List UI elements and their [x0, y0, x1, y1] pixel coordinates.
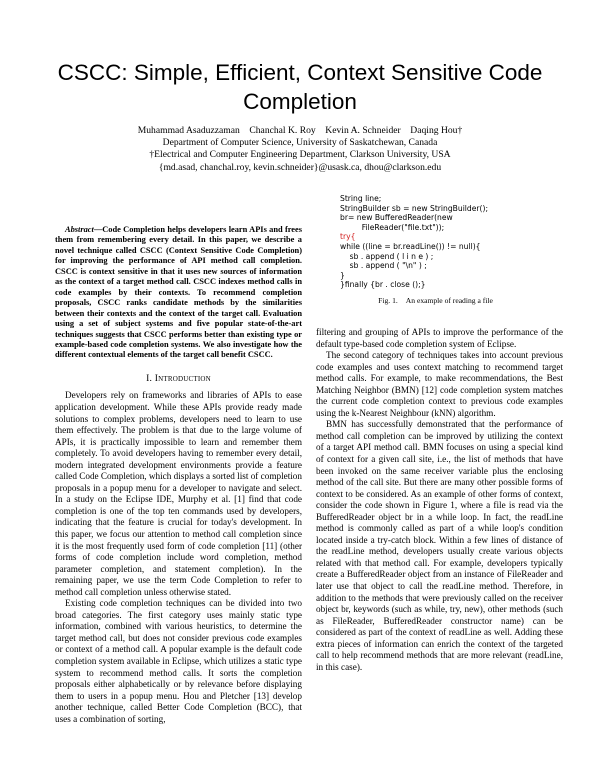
figure-caption	[316, 296, 563, 305]
abstract-lead: Abstract	[65, 225, 94, 234]
right-paragraph-1: filtering and grouping of APIs to improve the performance of the default type-based code completion system of Eclipse.	[316, 327, 563, 349]
abstract	[55, 225, 302, 361]
code-line: StringBuilder sb = new StringBuilder();	[340, 203, 489, 213]
section-numeral: I.	[146, 372, 153, 384]
title-line-1: CSCC: Simple, Efficient, Context Sensitive Code	[57, 60, 543, 85]
intro-paragraph-1: Developers rely on frameworks and libraries of APIs to ease application development. While these APIs provide ready made solutions to complex problems, developers need to learn to use them effectively. The problem is that due to the large volume of APIs, it is practically impossible to learn and remember them completely. To avoid developers having to remember every detail, modern integrated development environments provide a feature called Code Completion, which displays a sorted list of completion proposals in a popup menu for a developer to navigate and select. In a study on the Eclipse IDE, Murphy et al. [1] find that code completion is one of the top ten commands used by developers, indicating that the feature is crucial for today's development. In this paper, we focus our attention to method call completion since it is the most frequently used form of code completion [11] (other forms of code completion include word completion, method parameter completion, and statement completion). In the remaining paper, we use the term Code Completion to refer to method call completion unless otherwise stated.	[55, 390, 302, 597]
code-line: while ((line = br.readLine()) != null){	[340, 241, 481, 251]
code-line: String line;	[340, 194, 382, 203]
code-listing	[340, 194, 565, 290]
section-title: Introduction	[154, 372, 211, 384]
affiliation-2: †Electrical and Computer Engineering Department, Clarkson University, USA	[149, 149, 451, 161]
code-line: sb . append ( "\n" ) ;	[340, 261, 427, 271]
code-line: FileReader("file.txt"));	[340, 222, 445, 232]
author-block	[40, 125, 560, 174]
code-line: }finally {br . close ();}	[340, 280, 426, 290]
code-line: }	[340, 270, 345, 280]
code-line: br= new BufferedReader(new	[340, 213, 453, 223]
right-paragraph-2: The second category of techniques takes into account previous code examples and uses context matching to recommend target method calls. For example, to make recommendations, the Best Matching Neighbor (BMN) [12] code completion system matches the current code completion context to previous code examples using the k-Nearest Neighbour (kNN) algorithm.	[316, 350, 563, 418]
paper-title	[40, 58, 560, 116]
intro-paragraph-2: Existing code completion techniques can be divided into two broad categories. The first category uses mainly static type information, combined with various heuristics, to determine the target method call, but does not consider previous code examples or context of a method call. A popular example is the default code completion system available in Eclipse, which utilizes a static type system to recommend method calls. It sorts the completion proposals either alphabetically or by relevance before displaying them to users in a popup menu. Hou and Pletcher [13] develop another technique, called Better Code Completion (BCC), that uses a combination of sorting,	[55, 598, 302, 724]
section-heading-introduction	[55, 373, 302, 385]
author-emails: {md.asad, chanchal.roy, kevin.schneider}@usask.ca, dhou@clarkson.edu	[158, 161, 442, 173]
right-paragraph-3: BMN has successfully demonstrated that the performance of method call completion can be improved by utilizing the context of a target API method call. BMN focuses on using a special kind of context for a given call site, i.e., the list of methods that have been invoked on the same receiver variable plus the enclosing method of the call site. But there are many other possible forms of context to be considered. As an example of other forms of context, consider the code shown in Figure 1, where a file is read via the BufferedReader object br in a while loop. In fact, the readLine method is commonly called as part of a while loop's condition located inside a try-catch block. Within a few lines of distance of the readLine method, developers usually create various objects related with that method call. For example, developers typically create a BufferedReader object from an instance of FileReader and later use that object to call the readLine method. Therefore, in addition to the methods that were previously called on the receiver object br, keywords (such as while, try, new), other methods (such as FileReader, BufferedReader constructor name) can be considered as part of the context of readLine as well. Adding these extra pieces of information can enrich the context of the targeted call to help recommend methods that are more relevant (readLine, in this case).	[316, 419, 563, 672]
right-column	[316, 327, 563, 673]
figure-label: Fig. 1.	[378, 296, 398, 305]
figure-caption-text: An example of reading a file	[405, 296, 493, 305]
title-line-2: Completion	[243, 89, 357, 114]
code-line: sb . append ( l i n e ) ;	[340, 251, 434, 261]
affiliation-1: Department of Computer Science, University of Saskatchewan, Canada	[162, 137, 438, 149]
abstract-text: —Code Completion helps developers learn APIs and frees them from remembering every detail. In this paper, we describe a novel technique called CSCC (Context Sensitive Code Completion) for improving the performance of API method call completion. CSCC is context sensitive in that it uses new sources of information as the context of a target method call. CSCC indexes method calls in code examples by their contexts. To recommend completion proposals, CSCC ranks candidate methods by the similarities between their contexts and the context of the target call. Evaluation using a set of subject systems and five popular state-of-the-art techniques suggests that CSCC performs better than existing type or example-based code completion systems. We also investigate how the different contextual elements of the target call benefit CSCC.	[55, 225, 302, 360]
author-names: Muhammad Asaduzzaman Chanchal K. Roy Kevin A. Schneider Daqing Hou†	[137, 125, 463, 136]
left-column	[55, 225, 302, 725]
code-line: try{	[340, 232, 356, 242]
